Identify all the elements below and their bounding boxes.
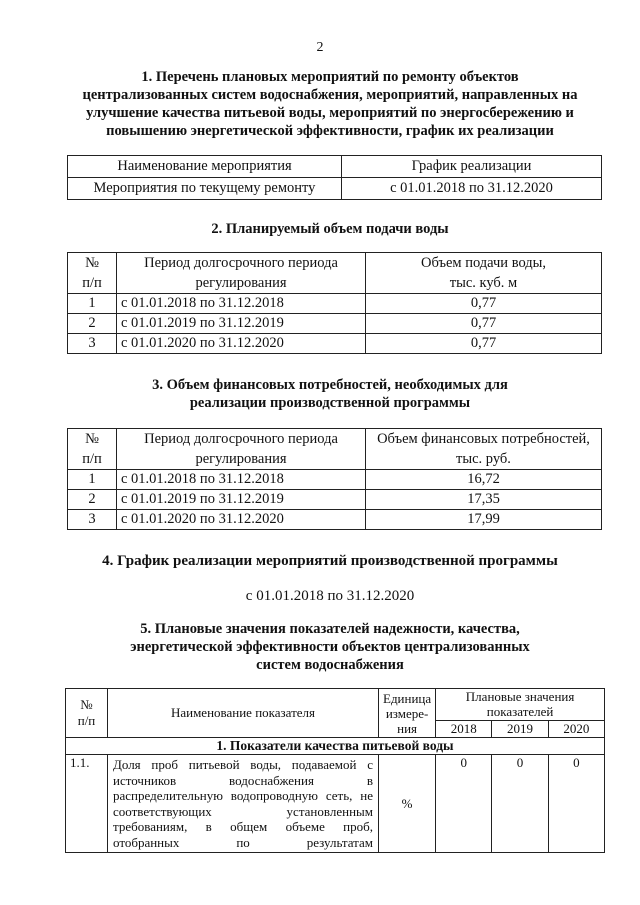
section4-title: 4. График реализации мероприятий производственной программы [102, 553, 558, 569]
page-number: 2 [316, 40, 324, 55]
section1-title [60, 68, 600, 140]
header-unit [379, 689, 436, 738]
header-year: 2019 [492, 720, 548, 737]
indicator-name-line: требованиям, в общем объеме проб, [113, 819, 373, 834]
header-period [117, 429, 366, 470]
table-row [68, 510, 602, 530]
header-number-line: № [85, 431, 99, 447]
header-number-line: п/п [82, 275, 102, 291]
header-number [68, 429, 117, 470]
header-volume-line: тыс. куб. м [449, 275, 518, 291]
section3-title-line: 3. Объем финансовых потребностей, необходимых для [152, 377, 508, 393]
indicator-name-line: отобранных по результатам [113, 834, 373, 850]
header-period-line: Период долгосрочного периода [144, 255, 338, 271]
table-row [68, 490, 602, 510]
row-value: 0,77 [366, 294, 602, 314]
section3-title [60, 376, 600, 412]
section5-title [60, 620, 600, 674]
row-value: 17,99 [366, 510, 602, 530]
header-period [117, 253, 366, 294]
row-period: с 01.01.2018 по 31.12.2018 [117, 470, 366, 490]
row-value-2019: 0 [492, 755, 548, 853]
activity-name: Мероприятия по текущему ремонту [68, 178, 342, 200]
table-header-row [66, 689, 605, 721]
header-unit-line: измере- [385, 705, 429, 721]
header-year: 2018 [436, 720, 492, 737]
header-number-line: № [80, 697, 93, 712]
row-value-2020: 0 [548, 755, 604, 853]
row-number: 3 [68, 334, 117, 354]
header-number-line: п/п [82, 451, 102, 467]
header-financial [366, 429, 602, 470]
row-period: с 01.01.2020 по 31.12.2020 [117, 334, 366, 354]
indicator-name-line: Доля проб питьевой воды, подаваемой с [113, 757, 373, 772]
table-header-row [68, 156, 602, 178]
header-period-line: регулирования [195, 451, 287, 467]
header-number-line: п/п [77, 713, 96, 728]
header-period-line: Период долгосрочного периода [144, 431, 338, 447]
row-value: 0,77 [366, 314, 602, 334]
indicator-name-line: источников водоснабжения в [113, 772, 373, 788]
row-indicator-name [108, 755, 379, 853]
table-header-row [68, 253, 602, 294]
header-activity-name: Наименование мероприятия [68, 156, 342, 178]
row-number: 1 [68, 470, 117, 490]
header-indicator-name: Наименование показателя [108, 689, 379, 738]
header-period-line: регулирования [195, 275, 287, 291]
header-schedule: График реализации [342, 156, 602, 178]
indicator-name-line: распределительную водопроводную сеть, не [113, 788, 373, 803]
activities-table [67, 155, 602, 200]
section1-title-line: централизованных систем водоснабжения, мероприятий, направленных на [82, 87, 578, 103]
row-period: с 01.01.2019 по 31.12.2019 [117, 490, 366, 510]
indicators-table [65, 688, 605, 853]
section1-title-line: 1. Перечень плановых мероприятий по ремонту объектов [141, 69, 519, 85]
row-number: 1 [68, 294, 117, 314]
row-value: 0,77 [366, 334, 602, 354]
table-row [68, 470, 602, 490]
header-year: 2020 [548, 720, 604, 737]
table-row [66, 755, 605, 853]
section4-period: с 01.01.2018 по 31.12.2020 [245, 588, 415, 604]
row-number: 1.1. [66, 755, 108, 853]
section5-title-line: энергетической эффективности объектов централизованных [130, 639, 530, 655]
header-number-line: № [85, 255, 99, 271]
header-planned-values [436, 689, 605, 721]
table-row [68, 334, 602, 354]
header-unit-line: ния [397, 720, 418, 736]
row-number: 2 [68, 314, 117, 334]
table-row [68, 314, 602, 334]
table-row [68, 178, 602, 200]
header-planned-line: Плановые значения [465, 689, 575, 705]
header-planned-line: показателей [486, 704, 554, 720]
section1-title-line: повышению энергетической эффективности, график их реализации [106, 123, 554, 139]
section3-title-line: реализации производственной программы [189, 395, 471, 411]
indicator-name-line: соответствующих установленным [113, 803, 373, 819]
header-number [68, 253, 117, 294]
row-number: 2 [68, 490, 117, 510]
section5-title-line: систем водоснабжения [256, 657, 404, 673]
row-period: с 01.01.2019 по 31.12.2019 [117, 314, 366, 334]
header-financial-line: тыс. руб. [456, 451, 511, 467]
row-period: с 01.01.2020 по 31.12.2020 [117, 510, 366, 530]
table-header-row [68, 429, 602, 470]
table-row [68, 294, 602, 314]
header-unit-line: Единица [383, 690, 432, 706]
subsection-title: 1. Показатели качества питьевой воды [66, 738, 605, 755]
row-value: 17,35 [366, 490, 602, 510]
section2-title: 2. Планируемый объем подачи воды [211, 221, 449, 237]
header-volume [366, 253, 602, 294]
financial-needs-table [67, 428, 602, 530]
row-period: с 01.01.2018 по 31.12.2018 [117, 294, 366, 314]
row-value: 16,72 [366, 470, 602, 490]
activity-schedule: с 01.01.2018 по 31.12.2020 [342, 178, 602, 200]
section5-title-line: 5. Плановые значения показателей надежности, качества, [140, 621, 520, 637]
table-section-row [66, 738, 605, 755]
row-unit: % [379, 755, 436, 853]
header-number [66, 689, 108, 738]
row-number: 3 [68, 510, 117, 530]
water-supply-table [67, 252, 602, 354]
row-value-2018: 0 [436, 755, 492, 853]
header-volume-line: Объем подачи воды, [420, 255, 547, 271]
section1-title-line: улучшение качества питьевой воды, мероприятий по энергосбережению и [86, 105, 574, 121]
header-financial-line: Объем финансовых потребностей, [377, 431, 590, 447]
